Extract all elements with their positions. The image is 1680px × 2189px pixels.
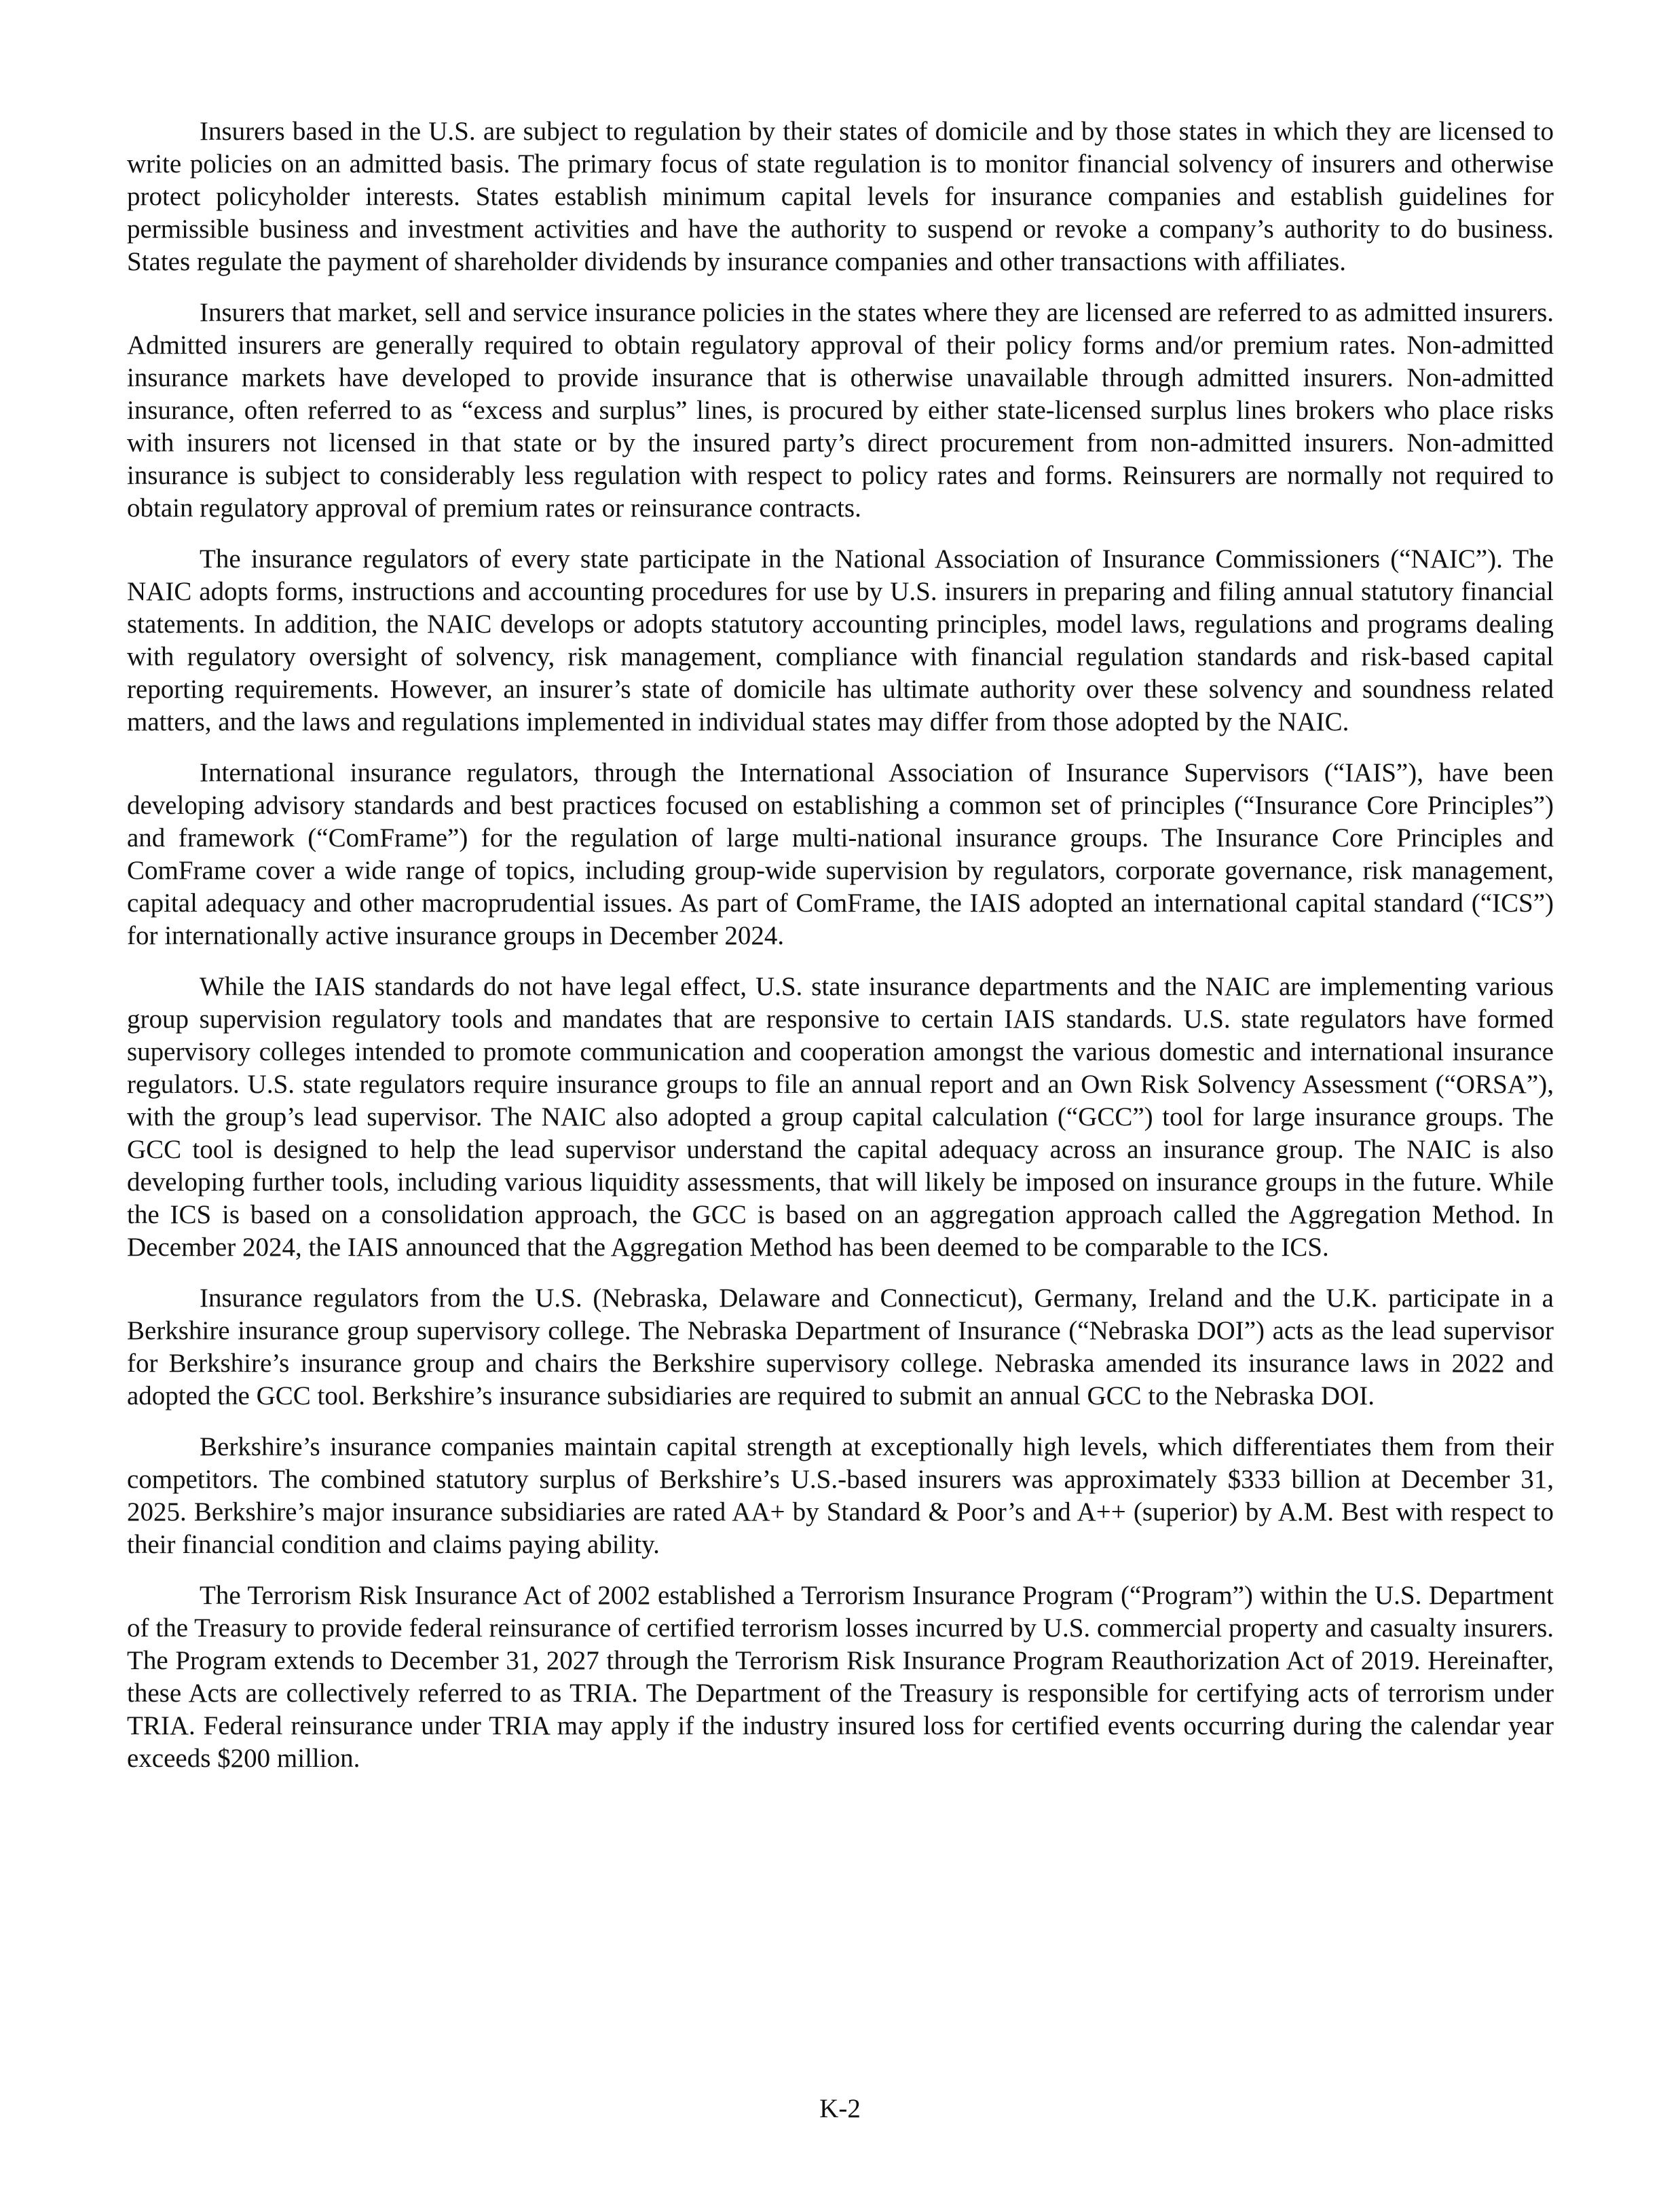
document-body xyxy=(127,115,1554,1793)
paragraph-tria: The Terrorism Risk Insurance Act of 2002 established a Terrorism Insurance Program (“Program”) within the U.S. Department of the Treasury to provide federal reinsurance of certified terrorism losses incurred by U.S. commercial property and casualty insurers. The Program extends to December 31, 2027 through the Terrorism Risk Insurance Program Reauthorization Act of 2019. Hereinafter, these Acts are collectively referred to as TRIA. The Department of the Treasury is responsible for certifying acts of terrorism under TRIA. Federal reinsurance under TRIA may apply if the industry insured loss for certified events occurring during the calendar year exceeds $200 million. xyxy=(127,1581,1554,1773)
page-number: K-2 xyxy=(819,2094,861,2123)
paragraph-capital-strength: Berkshire’s insurance companies maintain capital strength at exceptionally high levels, which differentiates them from their competitors. The combined statutory surplus of Berkshire’s U.S.-based insurers was approximately $333 billion at December 31, 2025. Berkshire’s major insurance subsidiaries are rated AA+ by Standard & Poor’s and A++ (superior) by A.M. Best with respect to their financial condition and claims paying ability. xyxy=(127,1432,1554,1559)
paragraph-supervisory-college: Insurance regulators from the U.S. (Nebraska, Delaware and Connecticut), Germany, Ireland and the U.K. participate in a Berkshire insurance group supervisory college. The Nebraska Department of Insurance (“Nebraska DOI”) acts as the lead supervisor for Berkshire’s insurance group and chairs the Berkshire supervisory college. Nebraska amended its insurance laws in 2022 and adopted the GCC tool. Berkshire’s insurance subsidiaries are required to submit an annual GCC to the Nebraska DOI. xyxy=(127,1284,1554,1410)
paragraph-admitted-insurers: Insurers that market, sell and service insurance policies in the states where they are licensed are referred to as admitted insurers. Admitted insurers are generally required to obtain regulatory approval of their policy forms and/or premium rates. Non-admitted insurance markets have developed to provide insurance that is otherwise unavailable through admitted insurers. Non-admitted insurance, often referred to as “excess and surplus” lines, is procured by either state-licensed surplus lines brokers who place risks with insurers not licensed in that state or by the insured party’s direct procurement from non-admitted insurers. Non-admitted insurance is subject to considerably less regulation with respect to policy rates and forms. Reinsurers are normally not required to obtain regulatory approval of premium rates or reinsurance contracts. xyxy=(127,298,1554,523)
paragraph-naic: The insurance regulators of every state participate in the National Association of Insurance Commissioners (“NAIC”). The NAIC adopts forms, instructions and accounting procedures for use by U.S. insurers in preparing and filing annual statutory financial statements. In addition, the NAIC develops or adopts statutory accounting principles, model laws, regulations and programs dealing with regulatory oversight of solvency, risk management, compliance with financial regulation standards and risk-based capital reporting requirements. However, an insurer’s state of domicile has ultimate authority over these solvency and soundness related matters, and the laws and regulations implemented in individual states may differ from those adopted by the NAIC. xyxy=(127,544,1554,736)
paragraph-state-regulation: Insurers based in the U.S. are subject to regulation by their states of domicile and by those states in which they are licensed to write policies on an admitted basis. The primary focus of state regulation is to monitor financial solvency of insurers and otherwise protect policyholder interests. States establish minimum capital levels for insurance companies and establish guidelines for permissible business and investment activities and have the authority to suspend or revoke a company’s authority to do business. States regulate the payment of shareholder dividends by insurance companies and other transactions with affiliates. xyxy=(127,117,1554,276)
paragraph-group-supervision: While the IAIS standards do not have legal effect, U.S. state insurance departments and the NAIC are implementing various group supervision regulatory tools and mandates that are responsive to certain IAIS standards. U.S. state regulators have formed supervisory colleges intended to promote communication and cooperation amongst the various domestic and international insurance regulators. U.S. state regulators require insurance groups to file an annual report and an Own Risk Solvency Assessment (“ORSA”), with the group’s lead supervisor. The NAIC also adopted a group capital calculation (“GCC”) tool for large insurance groups. The GCC tool is designed to help the lead supervisor understand the capital adequacy across an insurance group. The NAIC is also developing further tools, including various liquidity assessments, that will likely be imposed on insurance groups in the future. While the ICS is based on a consolidation approach, the GCC is based on an aggregation approach called the Aggregation Method. In December 2024, the IAIS announced that the Aggregation Method has been deemed to be comparable to the ICS. xyxy=(127,972,1554,1262)
paragraph-iais: International insurance regulators, through the International Association of Insurance Supervisors (“IAIS”), have been developing advisory standards and best practices focused on establishing a common set of principles (“Insurance Core Principles”) and framework (“ComFrame”) for the regulation of large multi-national insurance groups. The Insurance Core Principles and ComFrame cover a wide range of topics, including group-wide supervision by regulators, corporate governance, risk management, capital adequacy and other macroprudential issues. As part of ComFrame, the IAIS adopted an international capital standard (“ICS”) for internationally active insurance groups in December 2024. xyxy=(127,758,1554,950)
